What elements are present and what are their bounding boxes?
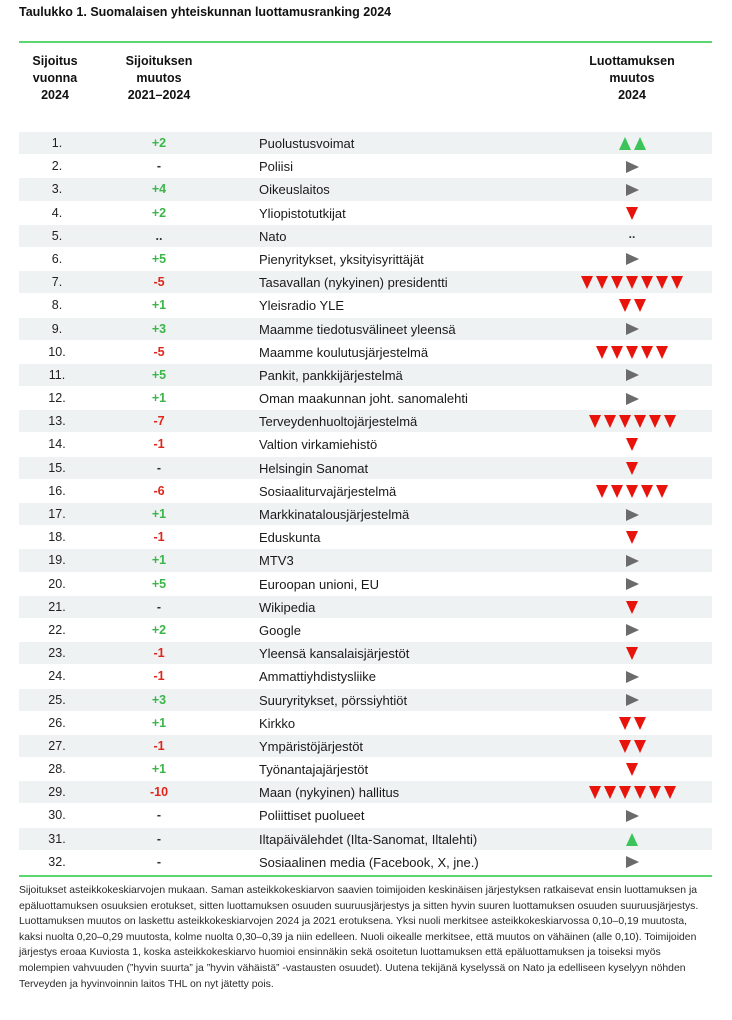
rank-change-cell: +2 <box>151 622 167 637</box>
arrow-down-icon <box>619 717 631 730</box>
trust-change-cell <box>565 297 699 314</box>
trust-change-cell <box>565 413 699 430</box>
arrow-right-icon <box>626 253 639 265</box>
rank-cell: 1. <box>51 136 63 150</box>
arrow-down-icon <box>626 438 638 451</box>
table-row <box>19 804 712 827</box>
arrow-down-icon <box>634 740 646 753</box>
arrow-up-icon <box>619 137 631 150</box>
rank-change-cell: -5 <box>153 344 165 359</box>
arrow-down-icon <box>634 415 646 428</box>
rank-cell: 10. <box>48 344 66 359</box>
arrow-down-icon <box>634 717 646 730</box>
institution-name: Pienyritykset, yksityisyrittäjät <box>259 251 424 267</box>
rank-cell: 17. <box>48 507 66 521</box>
table-row <box>19 828 712 851</box>
arrow-down-icon <box>649 415 661 428</box>
institution-name: Valtion virkamiehistö <box>259 437 378 453</box>
rank-cell: 2. <box>51 159 63 174</box>
institution-name: Maamme tiedotusvälineet yleensä <box>259 321 456 337</box>
arrow-down-icon <box>596 485 608 498</box>
rank-cell: 4. <box>51 205 63 220</box>
table-row <box>19 781 712 804</box>
arrow-down-icon <box>619 740 631 753</box>
arrow-right-icon <box>626 694 639 706</box>
rank-cell: 30. <box>48 808 66 823</box>
table-row <box>19 410 712 433</box>
rank-cell: 11. <box>48 367 66 382</box>
arrow-down-icon <box>634 786 646 799</box>
rank-change-cell: +5 <box>151 251 167 266</box>
arrow-down-icon <box>641 346 653 359</box>
institution-name: Sosiaaliturvajärjestelmä <box>259 483 397 499</box>
rank-change-cell: - <box>156 159 162 174</box>
rank-change-cell: -1 <box>153 437 165 452</box>
rank-change-cell: -1 <box>153 646 165 661</box>
arrow-down-icon <box>626 601 638 614</box>
table-row <box>19 178 712 201</box>
arrow-down-icon <box>611 485 623 498</box>
rank-cell: 15. <box>48 460 66 475</box>
rank-change-cell: +2 <box>151 136 167 150</box>
header-rank-line: vuonna <box>32 71 78 85</box>
rank-change-cell: -1 <box>153 669 165 684</box>
arrow-down-icon <box>596 276 608 289</box>
trust-change-cell <box>565 692 699 709</box>
table-row <box>19 248 712 271</box>
rank-change-cell: -5 <box>153 275 165 290</box>
table-row <box>19 573 712 596</box>
arrow-right-icon <box>626 393 639 405</box>
institution-name: Yleensä kansalaisjärjestöt <box>259 646 410 662</box>
header-rank-line: Sijoitus <box>32 54 78 68</box>
rank-change-cell: -1 <box>153 738 165 753</box>
rank-change-cell: - <box>156 831 162 846</box>
ranking-table-body <box>19 132 712 874</box>
trust-change-cell <box>565 158 699 175</box>
header-trust-change <box>565 53 699 104</box>
arrow-down-icon <box>626 647 638 660</box>
arrow-right-icon <box>626 509 639 521</box>
table-row <box>19 132 712 155</box>
trust-change-cell <box>565 576 699 593</box>
table-title: Taulukko 1. Suomalaisen yhteiskunnan luottamusranking 2024 <box>19 5 392 19</box>
institution-name: Wikipedia <box>259 599 316 615</box>
institution-name: Ympäristöjärjestöt <box>259 738 364 754</box>
rank-cell: 9. <box>51 321 63 336</box>
table-row <box>19 642 712 665</box>
trust-change-cell <box>565 228 699 245</box>
header-change-line: 2021–2024 <box>127 88 191 102</box>
arrow-down-icon <box>626 763 638 776</box>
header-change-line: muutos <box>136 71 182 85</box>
arrow-down-icon <box>604 786 616 799</box>
rank-cell: 21. <box>48 599 66 614</box>
trust-change-cell <box>565 784 699 801</box>
arrow-right-icon <box>626 671 639 683</box>
trust-change-cell <box>565 436 699 453</box>
trust-change-cell <box>565 367 699 384</box>
table-row <box>19 851 712 874</box>
table-row <box>19 526 712 549</box>
institution-name: Oman maakunnan joht. sanomalehti <box>259 391 468 407</box>
header-trust-line: 2024 <box>618 88 646 102</box>
table-row <box>19 712 712 735</box>
arrow-down-icon <box>656 276 668 289</box>
arrow-up-icon <box>626 833 638 846</box>
table-row <box>19 596 712 619</box>
trust-change-cell <box>565 645 699 662</box>
institution-name: Terveydenhuoltojärjestelmä <box>259 414 418 430</box>
rank-change-cell: +2 <box>151 205 167 220</box>
trust-change-cell <box>565 622 699 639</box>
trust-change-cell <box>565 738 699 755</box>
table-row <box>19 271 712 294</box>
bottom-rule <box>19 875 712 877</box>
table-row <box>19 665 712 688</box>
arrow-down-icon <box>626 346 638 359</box>
rank-change-cell: +1 <box>151 391 167 406</box>
trust-change-cell <box>565 390 699 407</box>
rank-change-cell: +5 <box>151 576 167 591</box>
trust-change-cell <box>565 135 699 152</box>
institution-name: Nato <box>259 228 287 244</box>
footnote: Sijoitukset asteikkokeskiarvojen mukaan. Saman asteikkokeskiarvon saavien toimijoiden keskinäisen järjestyksen ratkaisevat ensin luottamuksen ja epäluottamuksen osuuksien erotukset, sitten luottamuksen osuuden suuruusjärjestys ja sitten hyvin suuren luottamuksen osuuden suuruusjärjestys. Luottamuksen muutos on laskettu asteikkokeskiarvojen 2024 ja 2021 erotuksena. Yksi nuoli merkitsee asteikkokeskiarvossa 0,10–0,19 muutosta, kaksi nuolta 0,20–0,29 muutosta, kolme nuolta 0,30–0,39 ja niin edelleen. Nuoli oikealle merkitsee, että muutos on vähäinen (alle 0,10). Toimijoiden järjestys eroaa Kuviosta 1, koska asteikkokeskiarvo huomioi ensinnäkin sekä osoitetun luottamuksen että epäluottamuksen ja toiseksi myös molempien vahvuuden (”hyvin suurta” ja ”hyvin vähäistä” -vastausten osuudet). Uutena tekijänä kyselyssä on Nato ja edelliseen kyselyyn nöhden Terveyden ja hyvinvoinnin laitos THL on nyt jätetty pois. <box>19 885 699 990</box>
institution-name: Suuryritykset, pörssiyhtiöt <box>259 692 408 708</box>
rank-change-cell: +1 <box>151 553 167 568</box>
rank-cell: 27. <box>48 738 66 753</box>
header-rank-line: 2024 <box>41 88 69 102</box>
institution-name: Tasavallan (nykyinen) presidentti <box>259 275 448 291</box>
rank-change-cell: +1 <box>151 762 167 777</box>
arrow-down-icon <box>619 415 631 428</box>
arrow-down-icon <box>626 485 638 498</box>
rank-cell: 18. <box>48 530 66 545</box>
arrow-down-icon <box>626 531 638 544</box>
rank-cell: 22. <box>48 622 66 637</box>
top-rule <box>19 41 712 43</box>
arrow-right-icon <box>626 555 639 567</box>
institution-name: Google <box>259 622 301 638</box>
arrow-right-icon <box>626 369 639 381</box>
rank-cell: 28. <box>48 762 66 777</box>
rank-cell: 12. <box>48 391 66 406</box>
rank-change-cell: -6 <box>153 483 165 498</box>
arrow-down-icon <box>626 276 638 289</box>
rank-cell: 29. <box>48 785 66 800</box>
rank-cell: 8. <box>51 298 63 313</box>
header-rank <box>20 53 90 104</box>
arrow-down-icon <box>589 786 601 799</box>
trust-change-cell <box>565 854 699 871</box>
trust-change-cell <box>565 205 699 222</box>
arrow-down-icon <box>611 346 623 359</box>
rank-cell: 7. <box>51 275 63 290</box>
rank-change-cell: - <box>156 599 162 614</box>
rank-change-cell: +1 <box>151 715 167 730</box>
table-row <box>19 689 712 712</box>
institution-name: Helsingin Sanomat <box>259 460 369 476</box>
rank-cell: 32. <box>48 854 66 869</box>
rank-cell: 31. <box>48 831 66 846</box>
header-trust-line: Luottamuksen <box>589 54 675 68</box>
table-row <box>19 619 712 642</box>
rank-cell: 13. <box>48 414 66 429</box>
rank-cell: 24. <box>48 669 66 684</box>
arrow-right-icon <box>626 578 639 590</box>
arrow-right-icon <box>626 624 639 636</box>
table-row <box>19 503 712 526</box>
trust-change-cell <box>565 483 699 500</box>
institution-name: Sosiaalinen media (Facebook, X, jne.) <box>259 854 479 870</box>
table-row <box>19 758 712 781</box>
institution-name: Oikeuslaitos <box>259 182 330 198</box>
trust-change-cell <box>565 807 699 824</box>
institution-name: Maamme koulutusjärjestelmä <box>259 344 429 360</box>
institution-name: Työnantajajärjestöt <box>259 762 369 778</box>
trust-change-cell <box>565 251 699 268</box>
trust-change-cell <box>565 831 699 848</box>
arrow-down-icon <box>589 415 601 428</box>
rank-change-cell: +1 <box>151 507 167 521</box>
rank-change-cell: +4 <box>151 182 167 197</box>
rank-cell: 3. <box>51 182 63 197</box>
trust-change-cell <box>565 761 699 778</box>
rank-cell: 20. <box>48 576 66 591</box>
trust-change-cell <box>565 715 699 732</box>
institution-name: Puolustusvoimat <box>259 136 355 151</box>
institution-name: Maan (nykyinen) hallitus <box>259 785 400 801</box>
rank-cell: 25. <box>48 692 66 707</box>
header-trust-line: muutos <box>609 71 655 85</box>
table-row <box>19 549 712 572</box>
rank-change-cell: - <box>156 854 162 869</box>
arrow-down-icon <box>619 299 631 312</box>
institution-name: Ammattiyhdistysliike <box>259 669 377 685</box>
arrow-down-icon <box>664 786 676 799</box>
arrow-down-icon <box>611 276 623 289</box>
table-row <box>19 294 712 317</box>
arrow-right-icon <box>626 856 639 868</box>
rank-cell: 16. <box>48 483 66 498</box>
arrow-down-icon <box>604 415 616 428</box>
table-row <box>19 202 712 225</box>
institution-name: MTV3 <box>259 553 294 569</box>
arrow-down-icon <box>664 415 676 428</box>
rank-change-cell: - <box>156 808 162 823</box>
trust-change-cell <box>565 274 699 291</box>
arrow-down-icon <box>581 276 593 289</box>
table-row <box>19 457 712 480</box>
rank-cell: 5. <box>51 228 63 243</box>
arrow-up-icon <box>634 137 646 150</box>
arrow-right-icon <box>626 161 639 173</box>
trust-change-cell <box>565 181 699 198</box>
table-row <box>19 155 712 178</box>
rank-cell: 26. <box>48 715 66 730</box>
table-row <box>19 735 712 758</box>
institution-name: Markkinatalousjärjestelmä <box>259 507 410 522</box>
rank-change-cell: +5 <box>151 367 167 382</box>
rank-change-cell: -1 <box>153 530 165 545</box>
rank-change-cell: +3 <box>151 321 167 336</box>
not-available-marker: .. <box>628 227 636 242</box>
trust-change-cell <box>565 321 699 338</box>
table-row <box>19 225 712 248</box>
rank-cell: 14. <box>48 437 66 452</box>
header-change-line: Sijoituksen <box>125 54 193 68</box>
institution-name: Eduskunta <box>259 530 321 546</box>
trust-change-cell <box>565 460 699 477</box>
arrow-down-icon <box>671 276 683 289</box>
trust-change-cell <box>565 668 699 685</box>
rank-change-cell: - <box>156 460 162 475</box>
institution-name: Yleisradio YLE <box>259 298 345 314</box>
institution-name: Euroopan unioni, EU <box>259 576 379 592</box>
arrow-down-icon <box>626 207 638 220</box>
arrow-right-icon <box>626 184 639 196</box>
rank-change-cell: -7 <box>153 414 165 429</box>
arrow-down-icon <box>649 786 661 799</box>
arrow-right-icon <box>626 323 639 335</box>
institution-name: Pankit, pankkijärjestelmä <box>259 367 403 383</box>
institution-name: Yliopistotutkijat <box>259 205 346 221</box>
table-row <box>19 433 712 456</box>
trust-change-cell <box>565 552 699 569</box>
table-row <box>19 318 712 341</box>
table-row <box>19 480 712 503</box>
rank-cell: 23. <box>48 646 66 661</box>
arrow-down-icon <box>596 346 608 359</box>
trust-change-cell <box>565 506 699 523</box>
trust-change-cell <box>565 529 699 546</box>
institution-name: Poliisi <box>259 159 293 175</box>
table-row <box>19 364 712 387</box>
institution-name: Poliittiset puolueet <box>259 808 365 824</box>
rank-change-cell: +3 <box>151 692 167 707</box>
arrow-down-icon <box>641 276 653 289</box>
arrow-down-icon <box>626 462 638 475</box>
rank-cell: 19. <box>48 553 66 568</box>
arrow-down-icon <box>634 299 646 312</box>
rank-change-cell: -10 <box>149 785 169 800</box>
institution-name: Kirkko <box>259 715 296 731</box>
trust-change-cell <box>565 344 699 361</box>
trust-change-cell <box>565 599 699 616</box>
rank-change-cell: .. <box>155 228 163 243</box>
institution-name: Iltapäivälehdet (Ilta-Sanomat, Iltalehti) <box>259 831 478 847</box>
table-row <box>19 341 712 364</box>
arrow-right-icon <box>626 810 639 822</box>
arrow-down-icon <box>656 346 668 359</box>
rank-change-cell: +1 <box>151 298 167 313</box>
table-row <box>19 387 712 410</box>
header-rank-change <box>100 53 218 104</box>
arrow-down-icon <box>656 485 668 498</box>
arrow-down-icon <box>641 485 653 498</box>
arrow-down-icon <box>619 786 631 799</box>
rank-cell: 6. <box>51 251 63 266</box>
